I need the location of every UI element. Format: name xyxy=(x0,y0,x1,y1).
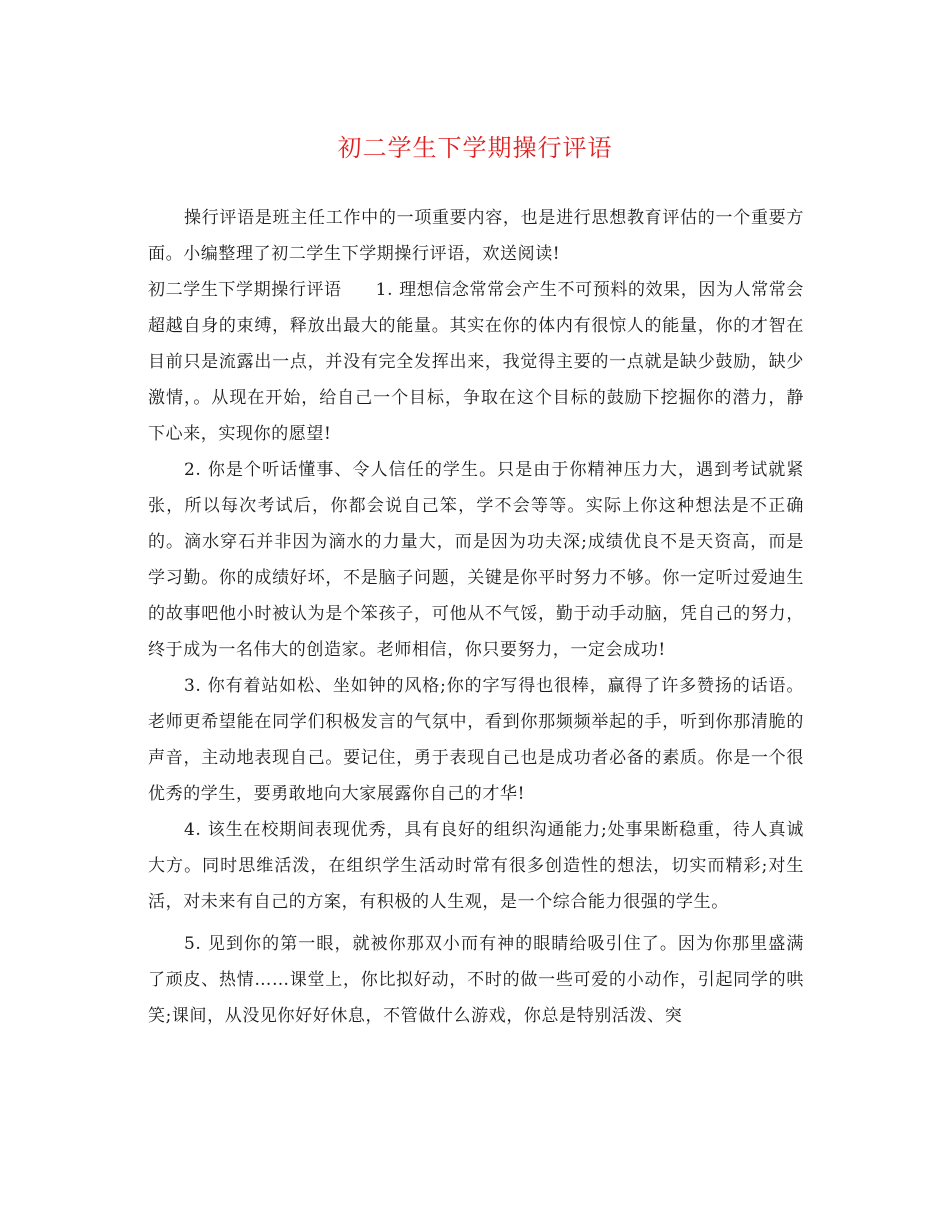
intro-paragraph: 操行评语是班主任工作中的一项重要内容，也是进行思想教育评估的一个重要方面。小编整理了初二学生下学期操行评语，欢送阅读! xyxy=(148,208,804,264)
item-1-paragraph xyxy=(148,272,804,452)
item-5-paragraph: 5. 见到你的第一眼，就被你那双小而有神的眼睛给吸引住了。因为你那里盛满了顽皮、热情……课堂上，你比拟好动，不时的做一些可爱的小动作，引起同学的哄笑;课间，从没见你好好休息，不管做什么游戏，你总是特别活泼、突 xyxy=(148,934,804,1026)
document-body xyxy=(148,200,804,1034)
item-2-paragraph: 2. 你是个听话懂事、令人信任的学生。只是由于你精神压力大，遇到考试就紧张，所以每次考试后，你都会说自己笨，学不会等等。实际上你这种想法是不正确的。滴水穿石并非因为滴水的力量大，而是因为功夫深;成绩优良不是天资高，而是学习勤。你的成绩好坏，不是脑子问题，关键是你平时努力不够。你一定听过爱迪生的故事吧他小时被认为是个笨孩子，可他从不气馁，勤于动手动脑，凭自己的努力，终于成为一名伟大的创造家。老师相信，你只要努力，一定会成功! xyxy=(148,460,804,660)
item-4-paragraph: 4. 该生在校期间表现优秀，具有良好的组织沟通能力;处事果断稳重，待人真诚大方。同时思维活泼，在组织学生活动时常有很多创造性的想法，切实而精彩;对生活，对未来有自己的方案，有积极的人生观，是一个综合能力很强的学生。 xyxy=(148,820,804,912)
document-title: 初二学生下学期操行评语 xyxy=(337,134,613,162)
item-3-paragraph: 3. 你有着站如松、坐如钟的风格;你的字写得也很棒，赢得了许多赞扬的话语。老师更希望能在同学们积极发言的气氛中，看到你那频频举起的手，听到你那清脆的声音，主动地表现自己。要记住，勇于表现自己也是成功者必备的素质。你是一个很优秀的学生，要勇敢地向大家展露你自己的才华! xyxy=(148,676,804,804)
section-heading: 初二学生下学期操行评语 xyxy=(148,280,342,300)
item-1-text: 1. 理想信念常常会产生不可预料的效果，因为人常常会超越自身的束缚，释放出最大的能量。其实在你的体内有很惊人的能量，你的才智在目前只是流露出一点，并没有完全发挥出来，我觉得主要的一点就是缺少鼓励，缺少激情，。从现在开始，给自己一个目标，争取在这个目标的鼓励下挖掘你的潜力，静下心来，实现你的愿望! xyxy=(148,280,804,444)
